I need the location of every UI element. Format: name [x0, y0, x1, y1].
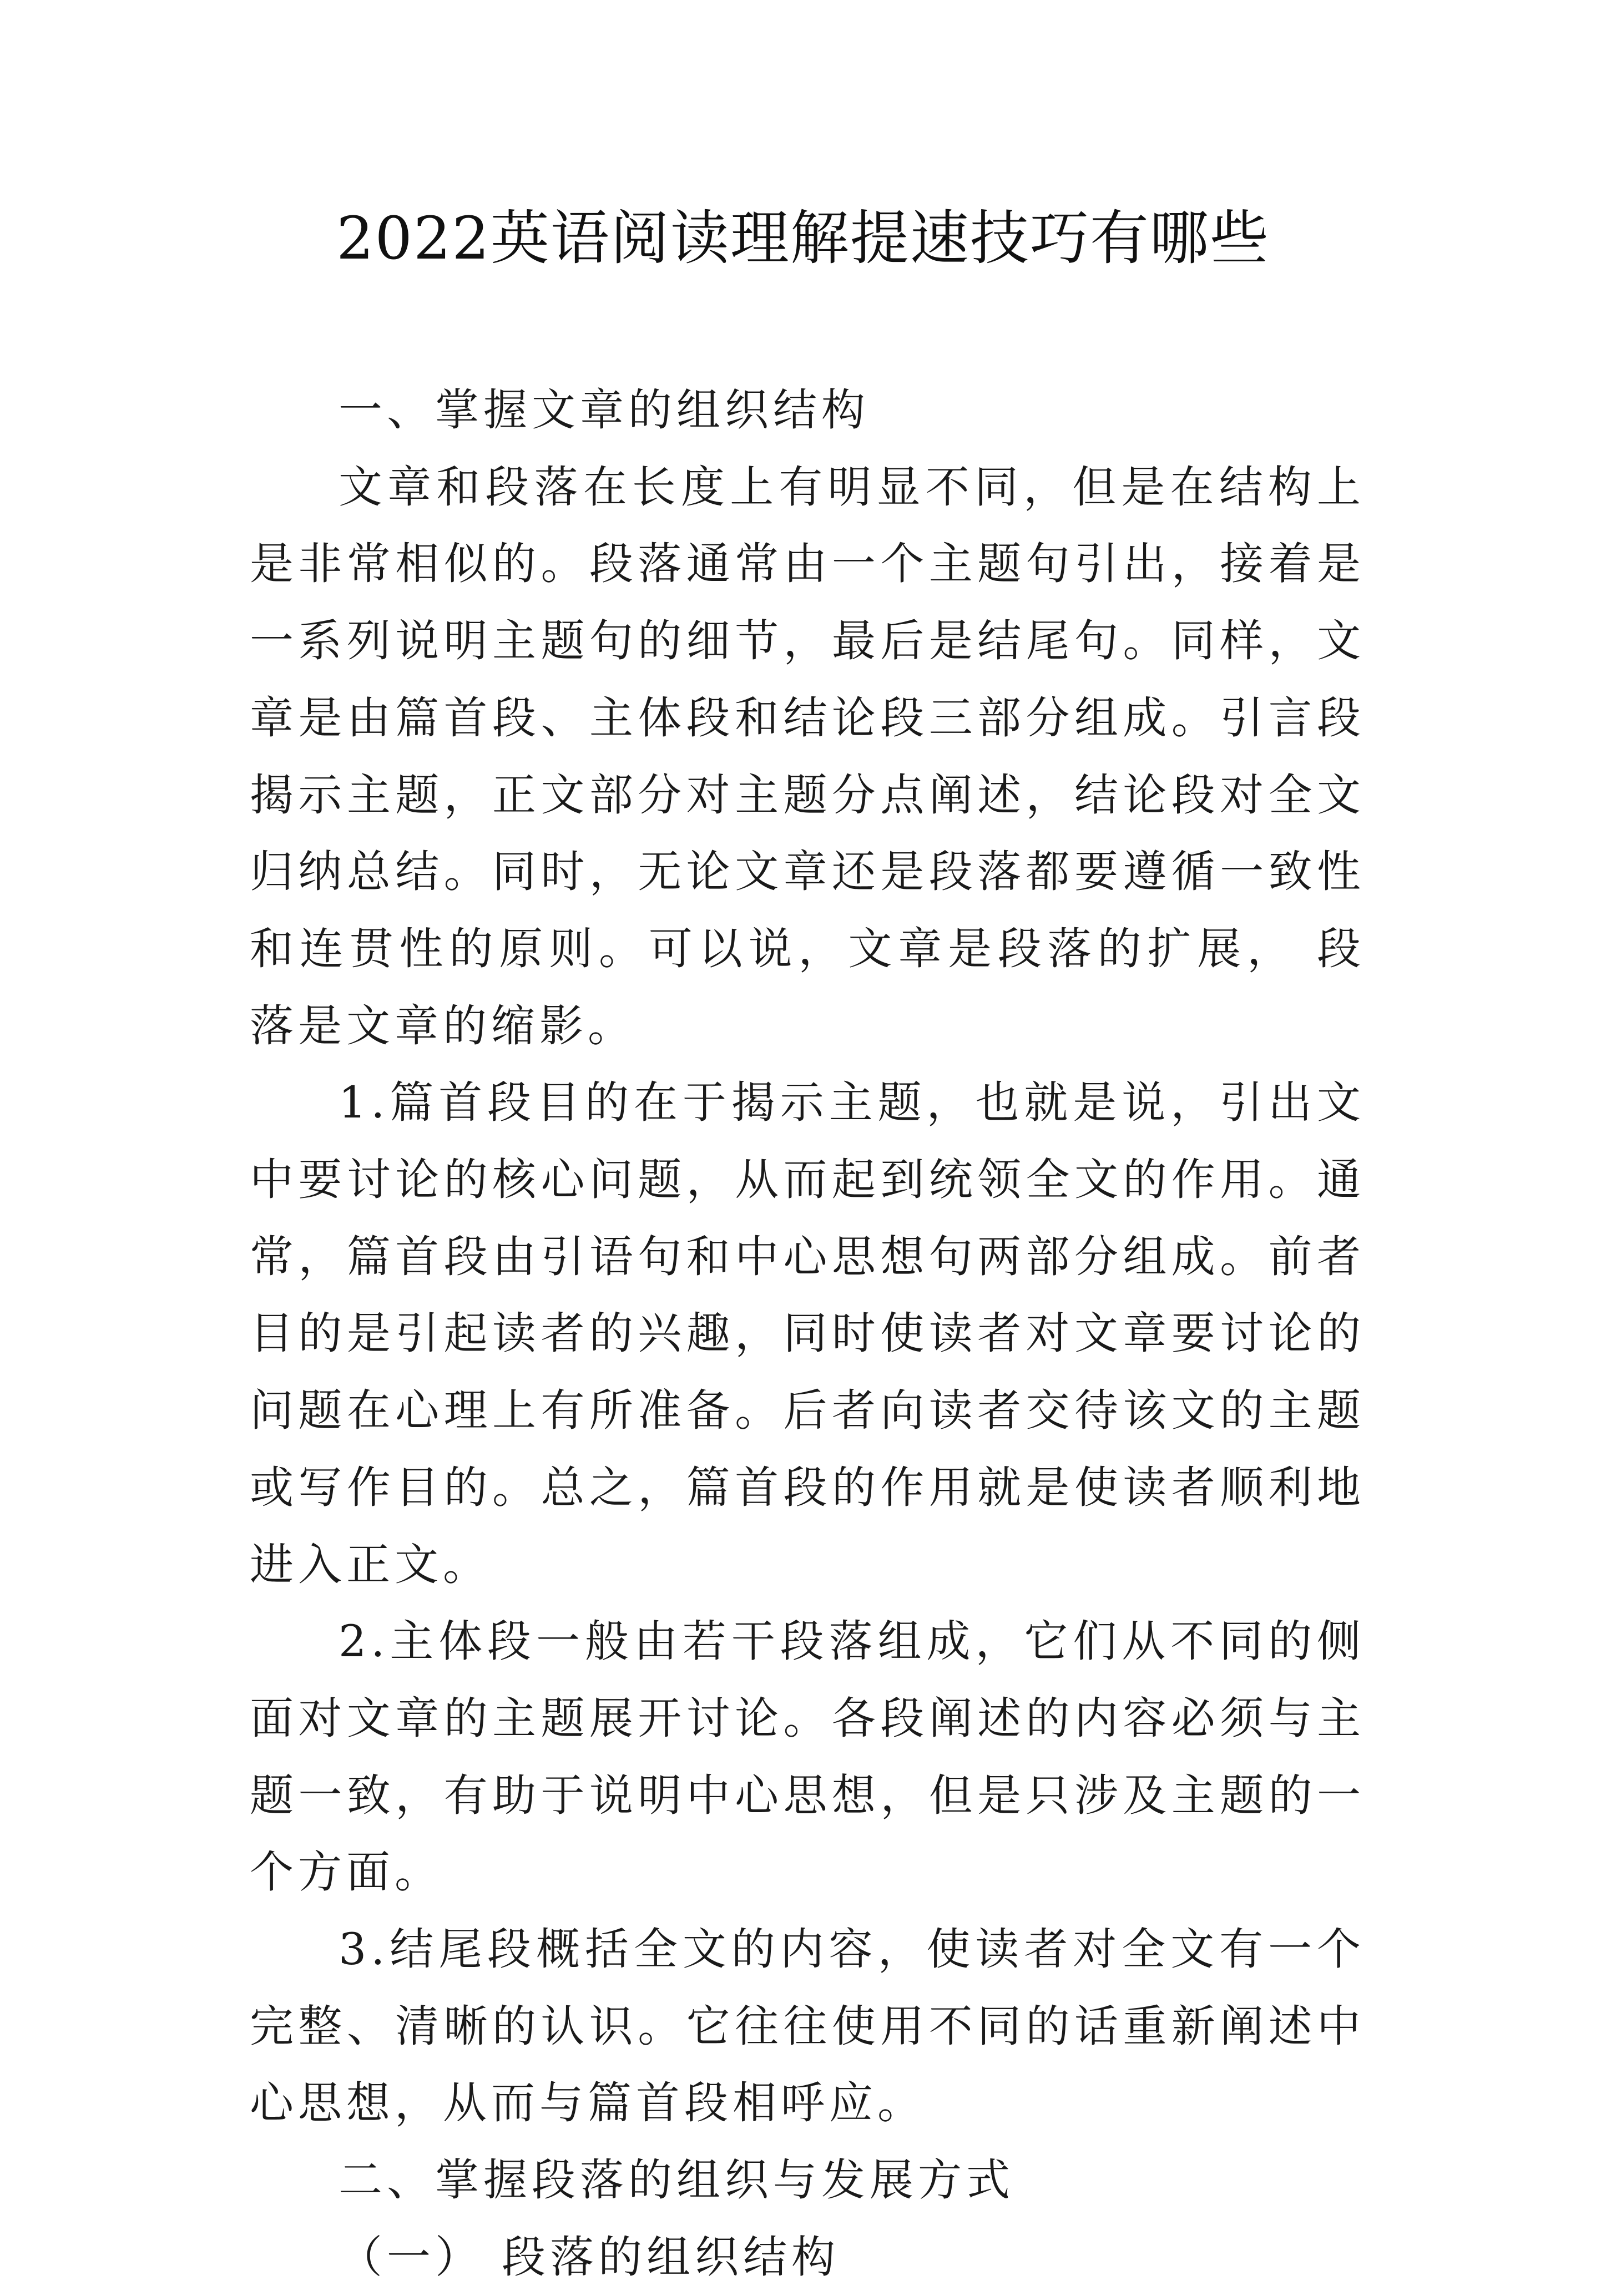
document-body	[250, 372, 1365, 2296]
paragraph-closing-section: 3.结尾段概括全文的内容，使读者对全文有一个完整、清晰的认识。它往往使用不同的话重新阐述中心思想，从而与篇首段相呼应。	[250, 1924, 1365, 2129]
paragraph-article-structure: 文章和段落在长度上有明显不同，但是在结构上是非常相似的。段落通常由一个主题句引出，接着是一系列说明主题句的细节，最后是结尾句。同样，文章是由篇首段、主体段和结论段三部分组成。引言段揭示主题，正文部分对主题分点阐述，结论段对全文归纳总结。同时，无论文章还是段落都要遵循一致性和连贯性的原则。可以说，文章是段落的扩展， 段落是文章的缩影。	[250, 461, 1365, 1051]
section-heading-2: 二、掌握段落的组织与发展方式	[339, 2155, 1014, 2206]
paragraph-body-section: 2.主体段一般由若干段落组成，它们从不同的侧面对文章的主题展开讨论。各段阐述的内容必须与主题一致，有助于说明中心思想，但是只涉及主题的一个方面。	[250, 1616, 1365, 1898]
paragraph-opening-section: 1.篇首段目的在于揭示主题，也就是说，引出文中要讨论的核心问题，从而起到统领全文的作用。通常，篇首段由引语句和中心思想句两部分组成。前者目的是引起读者的兴趣，同时使读者对文章要讨论的问题在心理上有所准备。后者向读者交待该文的主题或写作目的。总之，篇首段的作用就是使读者顺利地进入正文。	[250, 1077, 1365, 1590]
document-title: 2022英语阅读理解提速技巧有哪些	[336, 204, 1270, 272]
subsection-heading-1: （一） 段落的组织结构	[339, 2231, 840, 2283]
section-heading-1: 一、掌握文章的组织结构	[339, 385, 870, 436]
